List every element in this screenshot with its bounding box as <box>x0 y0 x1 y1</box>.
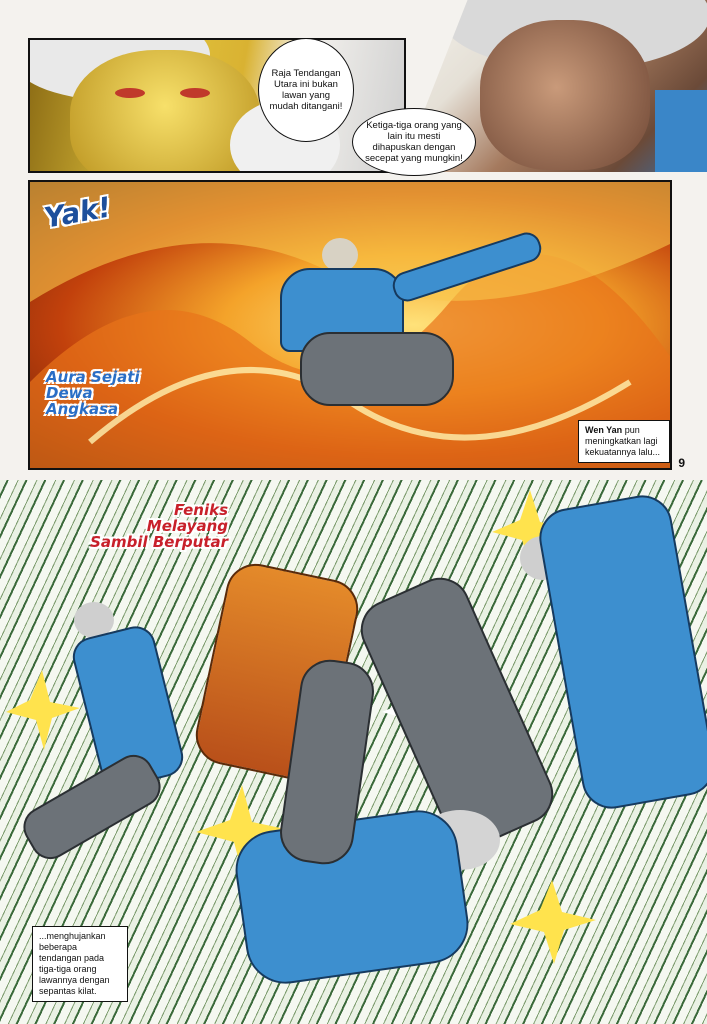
caption-name: Wen Yan <box>585 425 623 435</box>
panel-phoenix-aura <box>28 180 672 470</box>
sfx-feniks-melayang: Feniks Melayang Sambil Berputar <box>90 501 228 551</box>
caption-text: pun meningkatkan lagi kekuatannya lalu... <box>585 425 661 457</box>
blue-collar-art <box>655 90 707 172</box>
speech-text: Ketiga-tiga orang yang lain itu mesti dihapuskan dengan secepat yang mungkin! <box>365 120 463 164</box>
caption-text: ...menghujankan beberapa tendangan pada tiga-tiga orang lawannya dengan sepantas kilat. <box>39 931 110 996</box>
caption-wen-yan <box>578 420 670 463</box>
head-art <box>322 238 358 272</box>
caption-menghujankan <box>32 926 128 1002</box>
speech-bubble-raja <box>258 38 354 142</box>
angry-face-art <box>480 20 650 170</box>
eye-art <box>115 88 145 98</box>
speech-bubble-ketiga <box>352 108 476 176</box>
sfx-aura-sejati: Aura Sejati Dewa Angkasa <box>46 368 140 418</box>
page-number: 9 <box>678 456 685 470</box>
grey-pants-art <box>300 332 454 406</box>
speech-text: Raja Tendangan Utara ini bukan lawan yang mudah ditangani! <box>269 68 343 112</box>
eye-art <box>180 88 210 98</box>
sfx-yak: Yak! <box>41 190 114 235</box>
